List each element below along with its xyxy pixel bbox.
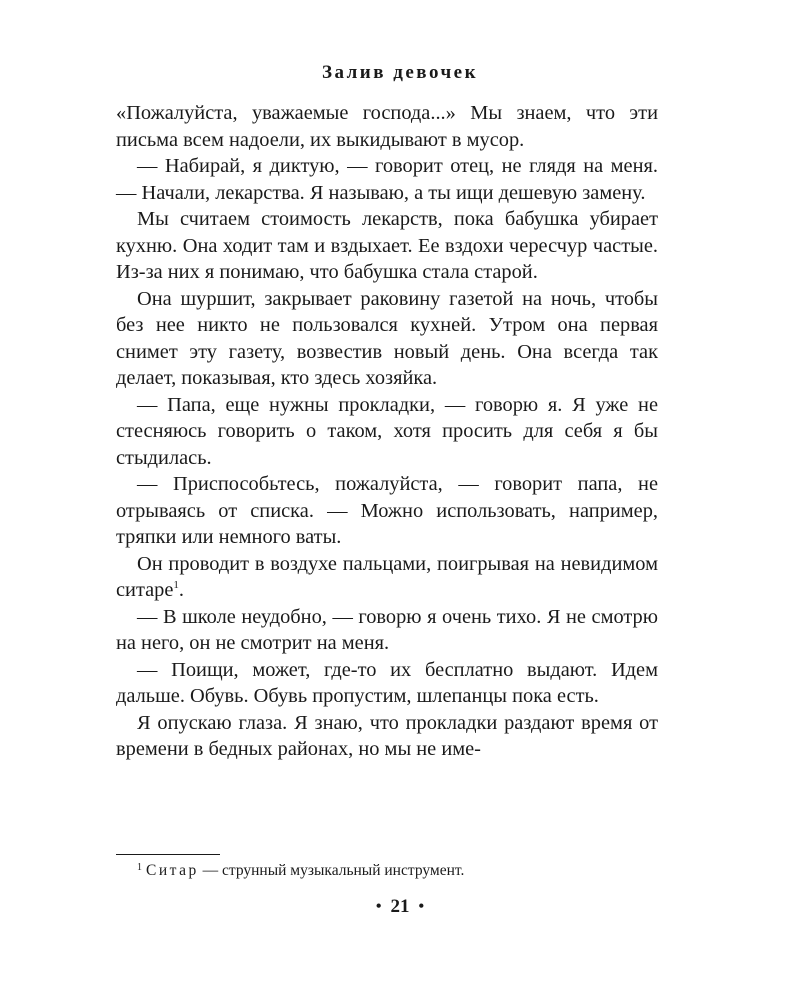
footnote-text: — струнный музыкальный инструмент. (198, 862, 465, 879)
paragraph: — Папа, еще нужны прокладки, — говорю я. Я уже не стесняюсь говорить о таком, хотя просить для себя я бы стыдилась. (116, 393, 658, 469)
body-text (116, 100, 658, 763)
paragraph: Он проводит в воздухе пальцами, поигрывая на невидимом ситаре$^1$. (116, 552, 658, 601)
paragraph: Я опускаю глаза. Я знаю, что прокладки раздают время от времени в бедных районах, но мы не име- (116, 711, 658, 760)
paragraph: Мы считаем стоимость лекарств, пока бабушка убирает кухню. Она ходит там и вздыхает. Ее вздохи чересчур частые. Из-за них я понимаю, что бабушка стала старой. (116, 208, 658, 283)
paragraph: — В школе неудобно, — говорю я очень тихо. Я не смотрю на него, он не смотрит на меня. (116, 605, 658, 654)
footnote-reference[interactable]: 1 (173, 579, 179, 591)
paragraph: «Пожалуйста, уважаемые господа...» Мы знаем, что эти письма всем надоели, их выкидывают в мусор. (116, 102, 658, 151)
paragraph: Она шуршит, закрывает раковину газетой на ночь, чтобы без нее никто не пользовался кухней. Утром она первая снимет эту газету, возвестив новый день. Она всегда так делает, показывая, кто здесь хозяйка. (116, 287, 658, 389)
footnote (116, 860, 658, 882)
page-number-footer (0, 896, 800, 918)
footnote-divider (116, 854, 220, 855)
bullet-icon: • (418, 898, 425, 915)
paragraph: — Поищи, может, где-то их бесплатно выдают. Идем дальше. Обувь. Обувь пропустим, шлепанцы пока есть. (116, 658, 658, 707)
running-head: Залив девочек (321, 62, 479, 83)
page-number: 21 (390, 896, 410, 917)
footnote-mark: 1 (137, 862, 142, 873)
paragraph: — Приспособьтесь, пожалуйста, — говорит папа, не отрываясь от списка. — Можно использовать, например, тряпки или немного ваты. (116, 473, 658, 548)
footnote-term: Ситар (146, 862, 199, 879)
paragraph: — Набирай, я диктую, — говорит отец, не глядя на меня. — Начали, лекарства. Я называю, а ты ищи дешевую замену. (116, 155, 658, 204)
bullet-icon: • (375, 898, 382, 915)
